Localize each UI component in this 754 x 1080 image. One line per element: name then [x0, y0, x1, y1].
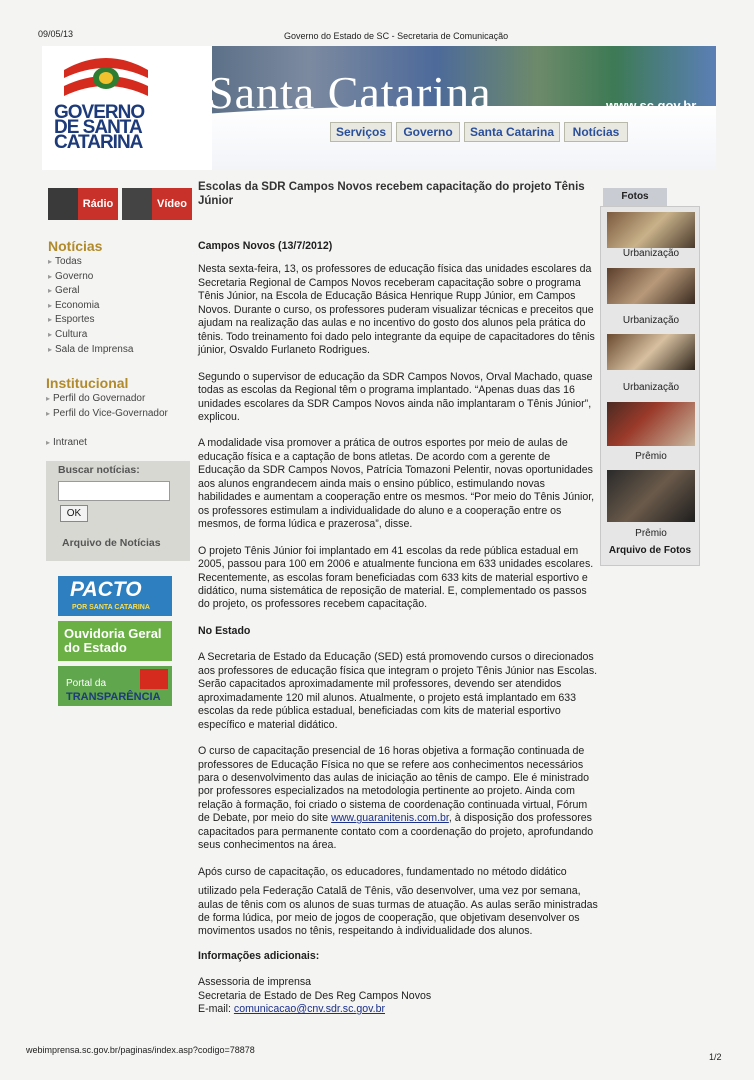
- institucional-heading: Institucional: [46, 375, 129, 391]
- item-label: Perfil do Vice-Governador: [53, 407, 168, 419]
- perfil-governador-link[interactable]: [46, 392, 168, 407]
- noticias-item-esportes[interactable]: [48, 313, 133, 328]
- ouvidoria-line-1: Ouvidoria Geral: [64, 626, 162, 641]
- arquivo-fotos-link[interactable]: Arquivo de Fotos: [608, 545, 692, 556]
- radio-button[interactable]: Rádio: [78, 188, 118, 220]
- article-paragraph: utilizado pela Federação Catalã de Tênis, vão desenvolver, uma vez por semana, aulas de tênis com os alunos de suas turmas de atuação. As aulas serão ministradas de forma lúdica, por meio de jogos de cooperação, que objetivam desenvolver os movimentos usados no tênis, respeitando à individualidade dos alunos.: [198, 885, 598, 938]
- article-paragraph: Nesta sexta-feira, 13, os professores de educação física das unidades escolares da Secretaria Regional de Campos Novos receberam capacitação sobre o programa Tênis Júnior, na Escola de Educação Básica Henrique Rupp Júnior, em Campos Novos. Durante o curso, os professores puderam visualizar técnicas e preceitos que ajudam na realização das aulas e no incentivo do gosto dos alunos pela prática do tênis. Todo treinamento foi dado pelo integrante da equipe de capacitadores do tênis júnior, Osvaldo Furlaneto Rodrigues.: [198, 263, 595, 357]
- transparencia-badge[interactable]: [58, 666, 172, 706]
- video-clapper-icon: [122, 188, 152, 220]
- pacto-title: PACTO: [70, 578, 142, 601]
- item-label: Esportes: [55, 314, 95, 326]
- paragraph-text: O curso de capacitação presencial de 16 horas objetiva a formação continuada de professores de Educação Física no que se refere aos conhecimentos necessários para o desenvolvimento das aulas de iniciação ao tênis de campo. Ele é ministrado por professores especializados na metodologia pertinente ao projeto. Ainda com relação à formação, foi criado o sistema de coordenação continuada virtual, Fórum de Debate, por meio do site: [198, 745, 590, 825]
- pacto-badge[interactable]: [58, 576, 172, 616]
- noticias-item-economia[interactable]: [48, 299, 133, 314]
- site-url[interactable]: www.sc.gov.br: [606, 98, 697, 113]
- article-paragraph: A Secretaria de Estado da Educação (SED) está promovendo cursos o direcionados aos professores de educação física que integram o projeto Tênis Júnior nas Escolas. Serão capacitados aproximadamente mil professores, devendo ser atendidos aproximadamente 120 mil alunos. Atualmente, o projeto está implantado em 633 escolas da rede pública estadual, beneficiadas com kits de material esportivo específico e material didático.: [198, 651, 598, 731]
- arrow-icon: ▸: [46, 438, 51, 447]
- article: [198, 180, 598, 1017]
- noticias-item-todas[interactable]: [48, 255, 133, 270]
- photo-thumb[interactable]: [607, 470, 695, 522]
- arrow-icon: ▸: [48, 257, 53, 266]
- print-page: 1/2: [709, 1052, 722, 1062]
- gov-line-2: DE SANTA: [54, 117, 142, 138]
- photo-caption: Prêmio: [635, 451, 667, 462]
- search-label: Buscar notícias:: [58, 464, 140, 476]
- nav-santa-catarina[interactable]: Santa Catarina: [464, 122, 560, 142]
- noticias-item-cultura[interactable]: [48, 328, 133, 343]
- article-paragraph: [198, 745, 598, 853]
- institucional-menu: [46, 392, 168, 421]
- info-line: Secretaria de Estado de Des Reg Campos Novos: [198, 989, 432, 1002]
- arrow-icon: ▸: [48, 344, 53, 354]
- photo-caption: Urbanização: [622, 315, 680, 326]
- item-label: Geral: [55, 285, 80, 297]
- sc-flag-logo-icon[interactable]: [60, 52, 152, 104]
- print-title: Governo do Estado de SC - Secretaria de Comunicação: [284, 31, 509, 41]
- ouvidoria-line-2: do Estado: [64, 640, 127, 655]
- video-button[interactable]: Vídeo: [152, 188, 192, 220]
- arrow-icon: ▸: [48, 286, 53, 296]
- article-paragraph: Após curso de capacitação, os educadores, fundamentado no método didático: [198, 865, 567, 878]
- info-line: Assessoria de imprensa: [198, 976, 312, 989]
- article-subheading: No Estado: [198, 624, 251, 637]
- item-label: Sala de Imprensa: [55, 343, 134, 355]
- article-dateline: Campos Novos (13/7/2012): [198, 240, 333, 252]
- noticias-heading: Notícias: [48, 238, 103, 254]
- photo-thumb[interactable]: [607, 402, 695, 446]
- info-email-line: [198, 1003, 598, 1016]
- item-label: Intranet: [53, 437, 87, 448]
- print-date: 09/05/13: [38, 29, 74, 39]
- arrow-icon: ▸: [46, 408, 51, 418]
- noticias-item-sala-imprensa[interactable]: [48, 343, 133, 358]
- item-label: Todas: [55, 256, 82, 267]
- guaranitenis-link[interactable]: www.guaranitenis.com.br: [331, 812, 449, 825]
- radio-mic-icon: [48, 188, 78, 220]
- noticias-menu: [48, 255, 133, 357]
- photo-thumb[interactable]: [607, 268, 695, 304]
- ok-button[interactable]: OK: [60, 505, 88, 522]
- transparencia-line-2: TRANSPARÊNCIA: [66, 691, 161, 703]
- info-heading: Informações adicionais:: [198, 949, 320, 962]
- photo-thumb[interactable]: [607, 334, 695, 370]
- gov-logo-text: [54, 102, 164, 153]
- intranet-link[interactable]: [46, 436, 87, 451]
- gov-line-1: GOVERNO: [54, 102, 145, 123]
- arrow-icon: ▸: [48, 300, 53, 310]
- print-url: webimprensa.sc.gov.br/paginas/index.asp?codigo=78878: [26, 1045, 255, 1055]
- arrow-icon: ▸: [48, 271, 53, 281]
- nav-noticias[interactable]: Notícias: [564, 122, 628, 142]
- noticias-item-geral[interactable]: [48, 284, 133, 299]
- gov-line-3: CATARINA: [54, 132, 143, 153]
- arquivo-noticias-link[interactable]: Arquivo de Notícias: [62, 537, 161, 549]
- fotos-tab[interactable]: Fotos: [603, 188, 667, 206]
- transparencia-line-1: Portal da: [66, 678, 107, 689]
- article-paragraph: O projeto Tênis Júnior foi implantado em 41 escolas da rede pública estadual em 2005, passou para 100 em 2006 e atualmente funciona em 633 unidades escolares. Recentemente, as escolas foram beneficiadas com 633 kits de material esportivo e didático, numa sistemática de reposição de material. E, complementado os passos do projeto, os professores recebem capacitação.: [198, 544, 594, 611]
- nav-governo[interactable]: Governo: [396, 122, 460, 142]
- photo-caption: Urbanização: [622, 248, 680, 259]
- nav-servicos[interactable]: Serviços: [330, 122, 392, 142]
- item-label: Cultura: [55, 328, 88, 340]
- photo-caption: Urbanização: [622, 382, 680, 393]
- item-label: Economia: [55, 299, 100, 311]
- site-title: Santa Catarina: [208, 67, 492, 118]
- article-paragraph: Segundo o supervisor de educação da SDR Campos Novos, Orval Machado, quase todas as escolas da Regional têm o programa implantado. “Apenas duas das 16 unidades escolares da SDR Campos Novos ainda não implantaram o Tênis Júnior”, explicou.: [198, 370, 593, 423]
- media-buttons: [48, 188, 192, 220]
- ouvidoria-badge[interactable]: [58, 621, 172, 661]
- noticias-item-governo[interactable]: [48, 270, 133, 285]
- arrow-icon: ▸: [48, 329, 53, 339]
- email-link[interactable]: comunicacao@cnv.sdr.sc.gov.br: [233, 1003, 385, 1016]
- search-input[interactable]: [58, 481, 170, 501]
- arrow-icon: ▸: [48, 315, 53, 325]
- article-paragraph: A modalidade visa promover a prática de outros esportes por meio de aulas de educação física e a captação de bons atletas. De acordo com a gerente de Educação da SDR Campos Novos, Patrícia Tomazoni Pelentir, novas oportunidades aos alunos engrandecem ainda mais o ensino público, estimulando novas habilidades e aumentam a cooperação entre os mesmos. “Por meio do Tênis Júnior, os professores estimulam a individualidade do aluno e a cooperação entre os mesmos, de forma lúdica e prazerosa”, disse.: [198, 437, 595, 531]
- arrow-icon: ▸: [46, 394, 51, 403]
- photo-thumb[interactable]: [607, 212, 695, 248]
- article-title: Escolas da SDR Campos Novos recebem capacitação do projeto Tênis Júnior: [198, 181, 585, 207]
- item-label: Governo: [55, 270, 94, 282]
- paragraph-text: , à disposição dos professores capacitados para permanente contato com a coordenação do projeto, aprofundando seus conhecimentos na área.: [198, 812, 594, 852]
- sc-flag-icon: [140, 669, 168, 689]
- email-label: E-mail:: [198, 1003, 234, 1016]
- perfil-vice-link[interactable]: [46, 407, 168, 422]
- item-label: Perfil do Governador: [53, 393, 146, 404]
- pacto-subtitle: POR SANTA CATARINA: [72, 604, 150, 611]
- photo-caption: Prêmio: [635, 528, 667, 539]
